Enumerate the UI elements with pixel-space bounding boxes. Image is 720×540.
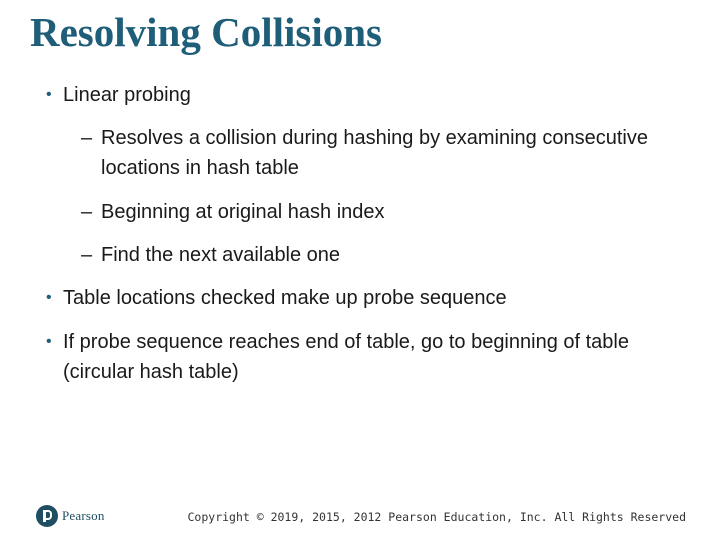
bullet-linear-probing [46,80,683,110]
sub-bullet-text: Beginning at original hash index [101,201,385,223]
pearson-logo-text: Pearson [62,508,105,523]
sub-bullet-resolves-collision [81,123,661,183]
bullet-marker: • [46,333,52,350]
sub-bullet-find-next [81,240,661,270]
bullet-probe-sequence [46,283,683,313]
bullet-text: If probe sequence reaches end of table, go to beginning of table (circular hash table) [63,331,629,383]
bullet-circular-table [46,327,673,387]
bullet-text: Linear probing [63,84,191,106]
bullet-marker: • [46,86,52,103]
slide-footer [0,496,720,540]
sub-bullet-text: Find the next available one [101,244,341,266]
bullet-marker: • [46,289,52,306]
slide-title: Resolving Collisions [30,9,382,55]
pearson-logo [36,502,105,530]
sub-bullet-marker: – [81,244,93,266]
sub-bullet-marker: – [81,201,93,223]
sub-bullet-beginning [81,197,661,227]
bullet-text: Table locations checked make up probe sequence [63,287,507,309]
sub-bullet-text: Resolves a collision during hashing by examining consecutive locations in hash table [101,127,648,179]
sub-bullet-marker: – [81,127,93,149]
pearson-logo-icon [36,505,58,527]
copyright-notice: Copyright © 2019, 2015, 2012 Pearson Education, Inc. All Rights Reserved [187,510,686,524]
